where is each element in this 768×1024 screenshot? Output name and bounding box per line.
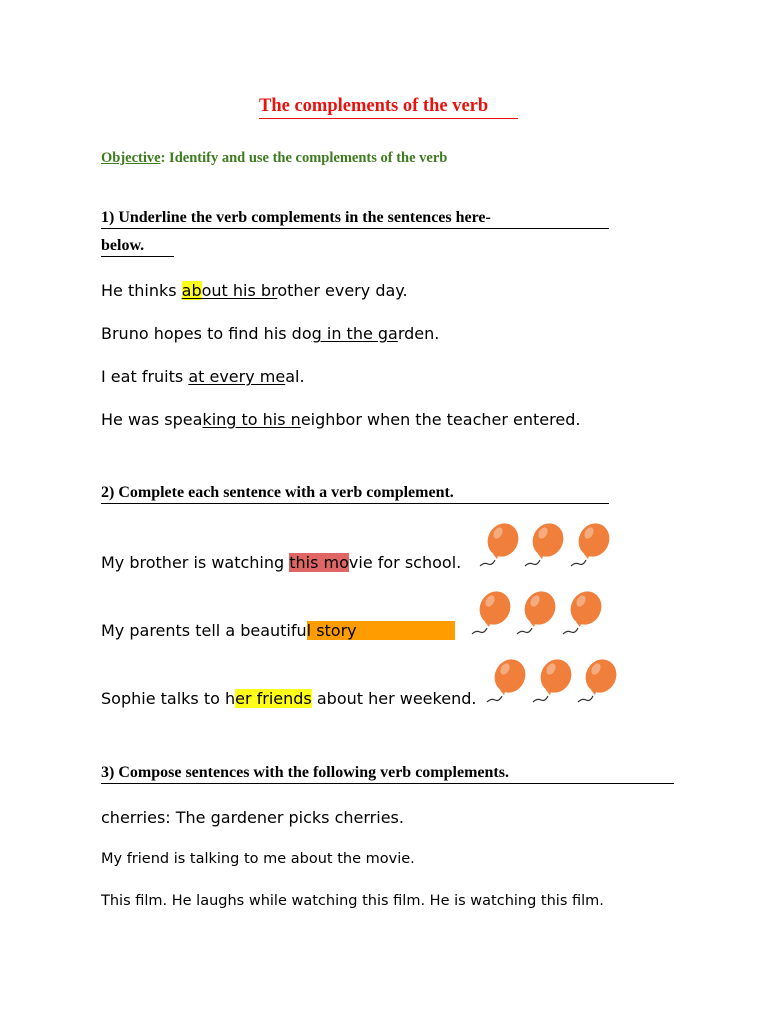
section1-heading-rule-2 xyxy=(101,256,174,257)
balloon-icon xyxy=(485,658,529,704)
objective-text: : Identify and use the complements of the verb xyxy=(160,150,448,166)
section2-heading-rule xyxy=(101,503,609,504)
sentence-1-3: I eat fruits at every meal. xyxy=(101,367,305,386)
answer-line-1: cherries: The gardener picks cherries. xyxy=(101,808,404,827)
page-title: The complements of the verb xyxy=(259,96,489,116)
balloon-icon xyxy=(523,522,567,568)
section1-heading-line1: 1) Underline the verb complements in the sentences here- xyxy=(101,209,491,226)
objective xyxy=(101,150,447,167)
section3-heading: 3) Compose sentences with the following verb complements. xyxy=(101,764,509,781)
sentence-2-3: Sophie talks to her friends about her weekend. xyxy=(101,689,477,708)
balloon-icon xyxy=(576,658,620,704)
sentence-1-4: He was speaking to his neighbor when the teacher entered. xyxy=(101,410,581,429)
section1-heading-rule xyxy=(101,228,609,229)
balloon-icon xyxy=(531,658,575,704)
sentence-2-1: My brother is watching this movie for school. xyxy=(101,553,462,572)
objective-label: Objective xyxy=(101,150,161,166)
balloon-icon xyxy=(515,590,559,636)
section2-heading: 2) Complete each sentence with a verb complement. xyxy=(101,484,454,501)
sentence-2-2: My parents tell a beautiful story xyxy=(101,621,455,640)
balloon-icon xyxy=(478,522,522,568)
sentence-1-2: Bruno hopes to find his dog in the garden. xyxy=(101,324,440,343)
answer-line-3: This film. He laughs while watching this film. He is watching this film. xyxy=(101,893,604,909)
balloon-icon xyxy=(561,590,605,636)
answer-line-2: My friend is talking to me about the movie. xyxy=(101,851,415,867)
title-underline xyxy=(259,118,518,119)
section1-heading-line2: below. xyxy=(101,237,145,254)
balloon-icon xyxy=(470,590,514,636)
section3-heading-rule xyxy=(101,783,674,784)
balloon-icon xyxy=(569,522,613,568)
sentence-1-1: He thinks about his brother every day. xyxy=(101,281,408,300)
